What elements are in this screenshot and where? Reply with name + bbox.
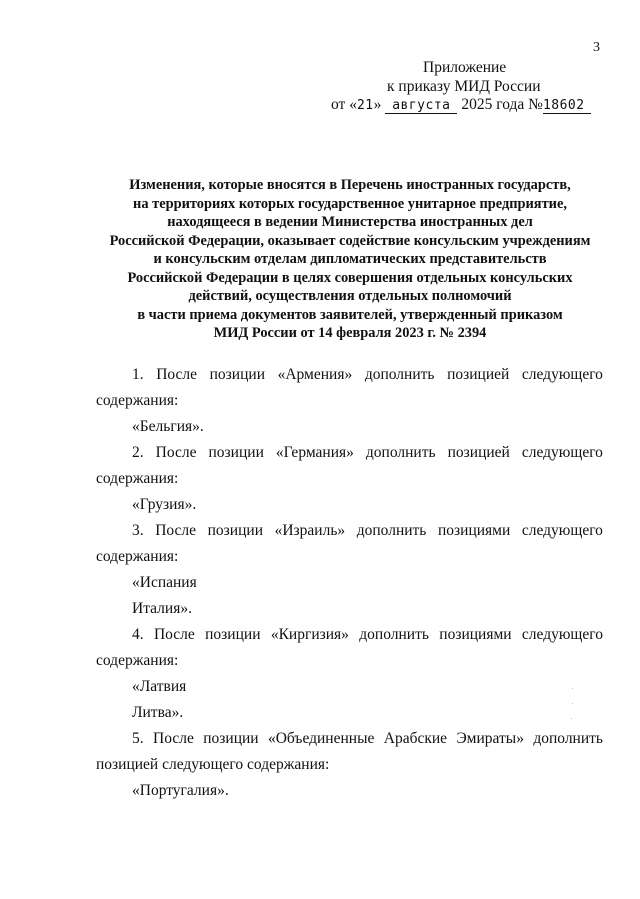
word: После (153, 730, 194, 747)
heading-line: на территориях которых государственное унитарное предприятие, (133, 195, 567, 212)
heading-line: в части приема документов заявителей, утвержденный приказом (137, 306, 563, 323)
word: следующего (521, 366, 603, 383)
item-2-second-line: содержания: (96, 470, 179, 487)
date-day-handwritten: 21 (356, 98, 374, 113)
word: После (155, 522, 197, 539)
item-4-second-line: содержания: (96, 652, 179, 669)
appendix-order-reference: к приказу МИД России (387, 78, 541, 95)
order-number-handwritten: 18602 (543, 99, 591, 114)
item-3-first-line (132, 522, 603, 540)
word: позиции (207, 522, 263, 539)
item-3-insert-line: «Испания (132, 574, 197, 591)
word: «Объединенные (267, 730, 375, 747)
heading-line: МИД России от 14 февраля 2023 г. № 2394 (213, 325, 487, 341)
item-number: 5. (132, 730, 144, 747)
word: позициями (437, 522, 511, 539)
word: следующего (521, 522, 603, 539)
word: следующего (521, 444, 603, 461)
scan-speck (572, 688, 573, 689)
document-heading (60, 176, 640, 343)
word: дополнить (533, 730, 603, 747)
word: Эмираты» (456, 730, 524, 747)
word: позицией (447, 444, 510, 461)
item-number: 2. (132, 444, 144, 461)
date-mid: » (373, 96, 382, 113)
word: «Армения» (277, 366, 353, 383)
word: дополнить (365, 444, 436, 461)
word: дополнить (359, 626, 429, 643)
item-2-insert-line: «Грузия». (132, 496, 197, 513)
item-2-first-line (132, 444, 603, 462)
word: «Германия» (275, 444, 354, 461)
date-year-text: 2025 года № (461, 96, 543, 113)
word: дополнить (364, 366, 435, 383)
word: позиции (205, 626, 261, 643)
item-5-first-line (132, 730, 603, 748)
heading-line: Изменения, которые вносятся в Перечень иностранных государств, (129, 177, 571, 193)
word: Арабские (383, 730, 448, 747)
word: «Киргизия» (270, 626, 349, 643)
word: позицией (447, 366, 510, 383)
heading-line: Российской Федерации, оказывает содействие консульским учреждениям (109, 232, 591, 249)
word: следующего (521, 626, 603, 643)
word: После (153, 626, 195, 643)
scan-speck (572, 703, 573, 704)
item-3-second-line: содержания: (96, 548, 179, 565)
item-5-insert-line: «Португалия». (132, 782, 229, 799)
item-4-first-line (132, 626, 603, 644)
word: «Израиль» (274, 522, 346, 539)
word: После (156, 366, 198, 383)
item-1-first-line (132, 366, 603, 384)
date-month-handwritten: августа (385, 99, 457, 114)
item-5-second-line: позицией следующего содержания: (96, 756, 330, 773)
word: позициями (439, 626, 512, 643)
item-number: 4. (132, 626, 144, 643)
heading-line: Российской Федерации в целях совершения отдельных консульских (127, 269, 573, 286)
item-3-insert-line: Италия». (132, 600, 192, 617)
heading-line: действий, осуществления отдельных полномочий (188, 288, 512, 304)
heading-line: и консульским отделам дипломатических представительств (153, 251, 547, 267)
appendix-date-line (331, 95, 591, 115)
item-4-insert-line: Литва». (132, 704, 184, 721)
word: позиции (209, 366, 265, 383)
item-number: 3. (132, 522, 144, 539)
item-number: 1. (132, 366, 144, 383)
word: позиции (208, 444, 264, 461)
scan-speck (571, 718, 572, 719)
item-1-second-line: содержания: (96, 392, 179, 409)
word: дополнить (356, 522, 427, 539)
item-1-insert-line: «Бельгия». (132, 418, 204, 435)
appendix-title: Приложение (423, 59, 507, 76)
page-number: 3 (593, 40, 600, 55)
word: позиции (203, 730, 259, 747)
item-4-insert-line: «Латвия (132, 678, 187, 695)
word: После (155, 444, 197, 461)
date-prefix: от « (331, 96, 357, 113)
heading-line: находящееся в ведении Министерства иностранных дел (167, 214, 533, 230)
